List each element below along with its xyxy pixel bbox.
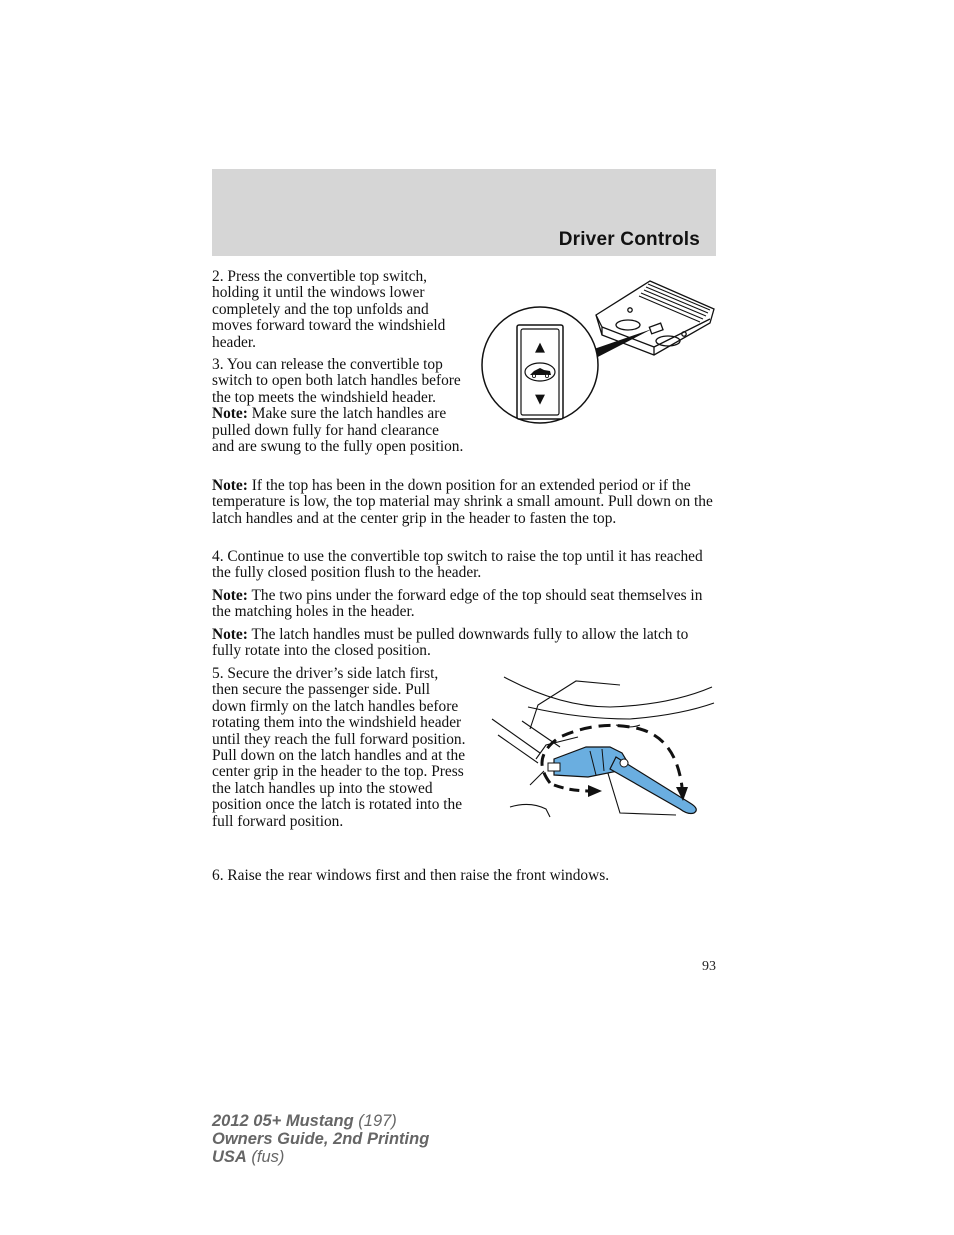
footer-line-1	[212, 1112, 429, 1130]
note-1-text: If the top has been in the down position for an extended period or if the temperature is low, the top material may shrink a small amount. Pull down on the latch handles and at the center grip in the header to fasten the top.	[212, 477, 713, 527]
note-paragraph-3	[212, 627, 718, 660]
step-4-paragraph: 4. Continue to use the convertible top switch to raise the top until it has reached the fully closed position flush to the header.	[212, 548, 703, 582]
convertible-top-switch-illustration	[478, 275, 718, 433]
note-label: Note:	[212, 587, 248, 604]
up-arrow-icon: ▲	[535, 340, 545, 355]
note-2-text: The two pins under the forward edge of the top should seat themselves in the matching holes in the header.	[212, 587, 703, 621]
latch-handle-illustration	[490, 667, 716, 829]
footer-model: 2012 05+ Mustang	[212, 1112, 354, 1130]
document-footer	[212, 1112, 429, 1166]
page-number: 93	[702, 959, 716, 974]
step-6-paragraph: 6. Raise the rear windows first and then raise the front windows.	[212, 867, 610, 884]
footer-market-code: (fus)	[246, 1148, 285, 1166]
note-label: Note:	[212, 405, 248, 423]
footer-guide-title: Owners Guide, 2nd Printing	[212, 1130, 430, 1148]
footer-market: USA	[212, 1148, 247, 1166]
down-arrow-icon: ▼	[535, 392, 545, 407]
note-label: Note:	[212, 477, 248, 494]
step-3-note-text: Make sure the latch handles are pulled down fully for hand clearance and are swung to the fully open position.	[212, 405, 464, 456]
step-5-paragraph: 5. Secure the driver’s side latch first, then secure the passenger side. Pull down firmly on the latch handles before rotating them into the windshield header until they reach the full forward position. Pull down on the latch handles and at the center grip in the header to the top. Press the latch handles up into the stowed position once the latch is rotated into the full forward position.	[212, 665, 466, 830]
note-paragraph-2	[212, 588, 718, 621]
note-paragraph-1	[212, 478, 718, 527]
section-title: Driver Controls	[558, 229, 700, 250]
footer-model-code: (197)	[353, 1112, 397, 1130]
section-header-band	[212, 169, 716, 256]
step-3-paragraph	[212, 357, 464, 455]
note-3-text: The latch handles must be pulled downwards fully to allow the latch to fully rotate into the closed position.	[212, 626, 689, 660]
footer-line-2	[212, 1130, 429, 1148]
note-label: Note:	[212, 626, 248, 643]
step-3-text: 3. You can release the convertible top switch to open both latch handles before the top meets the windshield header.	[212, 356, 461, 406]
footer-line-3	[212, 1148, 429, 1166]
step-2-paragraph: 2. Press the convertible top switch, holding it until the windows lower completely and the top unfolds and moves forward toward the windshield header.	[212, 268, 446, 351]
